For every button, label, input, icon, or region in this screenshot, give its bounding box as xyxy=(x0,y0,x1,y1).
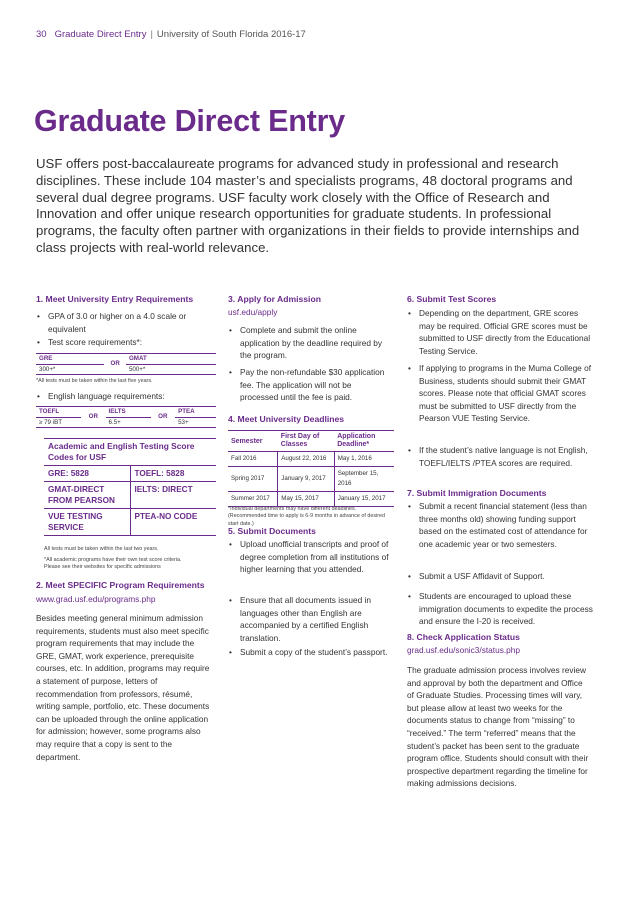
list-item: • English language requirements: xyxy=(36,390,216,403)
table-row xyxy=(228,452,394,467)
table-row xyxy=(228,492,394,507)
section-2-text: Besides meeting general minimum admission requirements, students must also meet specific program requirements that may include the GRE, GMAT, work experience, prerequisite courses, etc. In addition, programs may require a statement of purpose, letters of recommendation from professors, résumé, writing sample, portfolio, etc. These documents can be uploaded through the online application for admission; however, some programs also may require that a copy is sent to the department. xyxy=(36,613,210,762)
toefl-value: ≥ 79 iBT xyxy=(39,418,62,426)
or-label: OR xyxy=(110,360,120,368)
section-8-heading: 8. Check Application Status xyxy=(407,632,520,642)
test-score-table xyxy=(36,353,216,375)
list-item: • If the student’s native language is not English, TOEFL/IELTS /PTEA scores are required. xyxy=(407,444,595,469)
list-item: • If applying to programs in the Muma College of Business, students should submit their GMAT scores. Please note that official GMAT scores must be submitted to USF directly from the Pearson VUE Testing Service. xyxy=(407,362,595,425)
cell-deadline: May 1, 2016 xyxy=(334,452,394,467)
header-separator: | xyxy=(150,29,153,40)
section-6-heading: 6. Submit Test Scores xyxy=(407,294,497,304)
test-note: *All tests must be taken within the last five years. xyxy=(36,378,153,384)
list-item: • Submit a USF Affidavit of Support. xyxy=(407,570,595,583)
intro-paragraph: USF offers post-baccalaureate programs for advanced study in professional and research disciplines. These include 104 master’s and specialists programs, 48 doctoral programs and several dual degree programs. USF faculty work closely with the Office of Research and Innovation and offer unique research opportunities for graduate students. In professional programs, the faculty often partner with organizations in their fields to provide internships and class projects with real-world relevance. xyxy=(36,156,580,255)
box-note-2: *All academic programs have their own test score criteria. Please see their websites for specific admissions xyxy=(44,557,182,571)
apply-link[interactable]: usf.edu/apply xyxy=(228,307,278,317)
ielts-value: 6.5+ xyxy=(108,418,121,426)
deadline-note: *Individual departments may have different deadlines. (Recommended time to apply is 6-9 months in advance of desired start date.) xyxy=(228,506,386,527)
cell-semester: Spring 2017 xyxy=(228,467,278,492)
list-item: • Students are encouraged to upload these immigration documents to expedite the process and ensure the I-20 is received. xyxy=(407,590,595,628)
toefl-label: TOEFL xyxy=(39,408,60,415)
gre-value: 300+* xyxy=(39,365,56,373)
section-5-heading: 5. Submit Documents xyxy=(228,526,316,536)
or-label: OR xyxy=(158,413,168,421)
list-item: • Test score requirements*: xyxy=(36,336,216,349)
toefl-code: TOEFL: 5828 xyxy=(130,466,217,481)
gmat-label: GMAT xyxy=(128,355,147,362)
ielts-code: IELTS: DIRECT xyxy=(130,482,217,508)
status-link[interactable]: grad.usf.edu/sonic3/status.php xyxy=(407,645,521,655)
list-item: • Pay the non-refundable $30 application fee. The application will not be processed until the fee is paid. xyxy=(228,366,392,404)
col-deadline: Application Deadline* xyxy=(337,433,376,448)
programs-link[interactable]: www.grad.usf.edu/programs.php xyxy=(36,594,156,604)
gmat-value: 500+* xyxy=(128,365,146,373)
ptea-code: PTEA-NO CODE xyxy=(130,509,217,535)
ielts-label: IELTS xyxy=(108,408,126,415)
gre-label: GRE xyxy=(39,355,53,362)
list-item: • Ensure that all documents issued in languages other than English are accompanied by a certified English translation. xyxy=(228,594,392,644)
page-header xyxy=(36,29,306,40)
gre-code: GRE: 5828 xyxy=(48,469,89,478)
list-item: • Complete and submit the online application by the deadline required by the program. xyxy=(228,324,392,362)
cell-deadline: September 15, 2016 xyxy=(334,467,394,492)
cell-first-day: August 22, 2016 xyxy=(278,452,334,467)
vue-code: VUE TESTING SERVICE xyxy=(48,512,103,532)
list-item: • Upload unofficial transcripts and proof of degree completion from all institutions of higher learning that you attended. xyxy=(228,538,392,576)
ptea-label: PTEA xyxy=(178,408,195,415)
testing-codes-heading: Academic and English Testing Score Codes for USF xyxy=(44,438,216,465)
cell-deadline: January 15, 2017 xyxy=(334,492,394,507)
section-8-text: The graduate admission process involves review and approval by both the department and Office of Graduate Studies. Processing times will vary, but please allow at least two weeks for the documents status to change from “missing” to “received.” The term “referred” means that the student’s packet has been sent to the graduate program office. Students should consult with their prospective department regarding the timeline for making admissions decisions. xyxy=(407,665,589,789)
box-note-1: All tests must be taken within the last two years. xyxy=(44,546,159,552)
page-title: Graduate Direct Entry xyxy=(34,104,346,138)
section-2-heading: 2. Meet SPECIFIC Program Requirements xyxy=(36,580,205,590)
list-item: • Depending on the department, GRE scores may be required. Official GRE scores must be submitted to USF directly from the Educational Testing Service. xyxy=(407,307,595,357)
cell-semester: Fall 2016 xyxy=(228,452,278,467)
testing-codes-box xyxy=(44,438,216,536)
table-row xyxy=(228,467,394,492)
list-item: • Submit a recent financial statement (less than three months old) showing funding support based on the estimated cost of attendance for one academic year or two semesters. xyxy=(407,500,595,550)
cell-first-day: January 9, 2017 xyxy=(278,467,334,492)
section-4-heading: 4. Meet University Deadlines xyxy=(228,414,345,424)
or-label: OR xyxy=(88,413,98,421)
list-item: • GPA of 3.0 or higher on a 4.0 scale or equivalent xyxy=(36,310,216,335)
col-semester: Semester xyxy=(231,438,263,445)
cell-semester: Summer 2017 xyxy=(228,492,278,507)
ptea-value: 53+ xyxy=(178,418,189,426)
section-7-heading: 7. Submit Immigration Documents xyxy=(407,488,547,498)
page-number: 30 xyxy=(36,29,47,40)
gmat-code: GMAT-DIRECT FROM PEARSON xyxy=(48,485,115,505)
col-first-day: First Day of Classes xyxy=(280,433,320,448)
section-1-heading: 1. Meet University Entry Requirements xyxy=(36,294,194,304)
deadline-table xyxy=(228,430,394,507)
header-section: Graduate Direct Entry xyxy=(54,29,147,40)
list-item: • Submit a copy of the student’s passport. xyxy=(228,646,396,659)
section-3-heading: 3. Apply for Admission xyxy=(228,294,321,304)
cell-first-day: May 15, 2017 xyxy=(278,492,334,507)
english-table xyxy=(36,406,216,428)
header-publication: University of South Florida 2016-17 xyxy=(156,29,306,40)
